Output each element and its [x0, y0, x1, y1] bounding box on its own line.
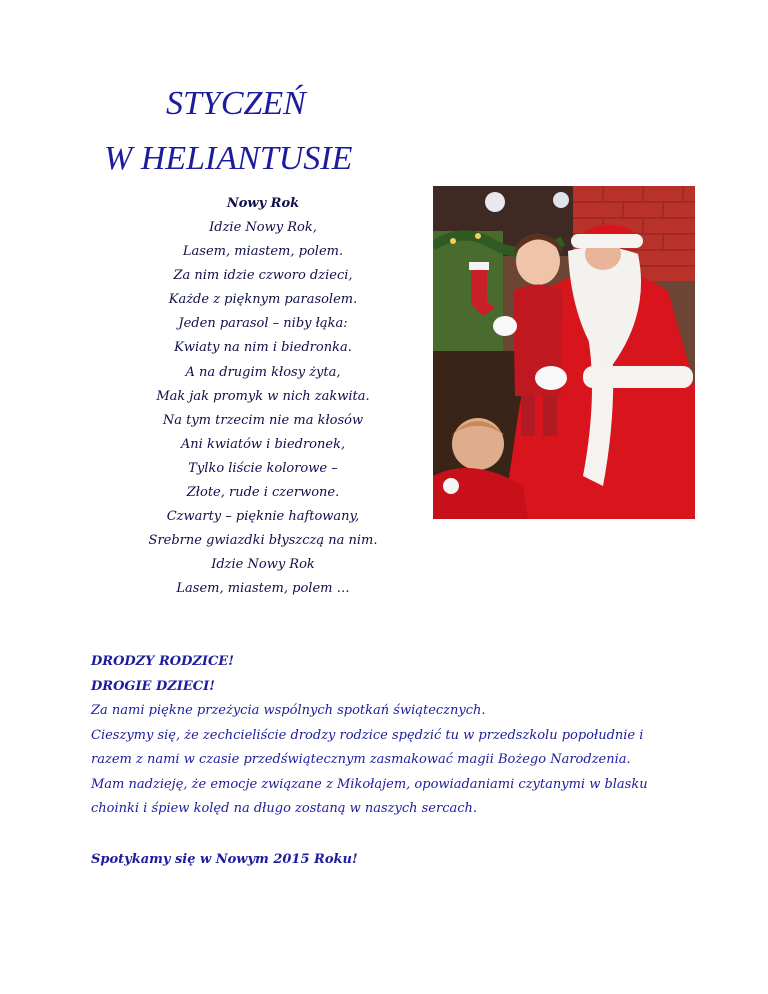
poem-line: Mak jak promyk w nich zakwita.	[156, 388, 370, 404]
poem-title: Nowy Rok	[226, 196, 300, 211]
poem-line: Złote, rude i czerwone.	[186, 485, 340, 501]
poem-line: Lasem, miastem, polem …	[176, 581, 350, 597]
poem-line: Kwiaty na nim i biedronka.	[174, 340, 352, 356]
poem-line: Lasem, miastem, polem.	[182, 244, 344, 260]
poem-line: Idzie Nowy Rok,	[209, 220, 317, 235]
poem-line: Czwarty – pięknie haftowany,	[166, 509, 360, 525]
letter-line: Za nami piękne przeżycia wspólnych spotkań świątecznych.	[91, 703, 486, 718]
letter-line: Cieszymy się, że zechcieliście drodzy rodzice spędzić tu w przedszkolu popołudnie i	[91, 727, 644, 743]
poem	[118, 194, 408, 604]
poem-line: Każde z pięknym parasolem.	[168, 292, 358, 308]
closing-line: Spotykamy się w Nowym 2015 Roku!	[91, 851, 358, 867]
poem-line: Idzie Nowy Rok	[211, 557, 315, 573]
poem-line: Za nim idzie czworo dzieci,	[173, 268, 353, 284]
poem-line: Jeden parasol – niby łąka:	[178, 316, 348, 332]
poem-line: Tylko liście kolorowe –	[188, 460, 338, 476]
page-title-line-2: W HELIANTUSIE	[104, 140, 353, 177]
greeting-children: DROGIE DZIECI!	[91, 678, 215, 694]
poem-line: Srebrne gwiazdki błyszczą na nim.	[148, 533, 378, 549]
page-title-line-1: STYCZEŃ	[166, 85, 306, 122]
letter-line: Mam nadzieję, że emocje związane z Mikołajem, opowiadaniami czytanymi w blasku	[91, 776, 648, 792]
santa-photo	[433, 186, 695, 519]
poem-line: A na drugim kłosy żyta,	[185, 364, 341, 380]
letter-line: choinki i śpiew kolęd na długo zostaną w naszych sercach.	[91, 801, 478, 816]
letter	[91, 652, 711, 870]
poem-line: Na tym trzecim nie ma kłosów	[162, 412, 364, 428]
letter-line: razem z nami w czasie przedświątecznym zasmakować magii Bożego Narodzenia.	[91, 752, 631, 767]
poem-line: Ani kwiatów i biedronek,	[180, 436, 346, 452]
greeting-parents: DRODZY RODZICE!	[91, 654, 234, 669]
